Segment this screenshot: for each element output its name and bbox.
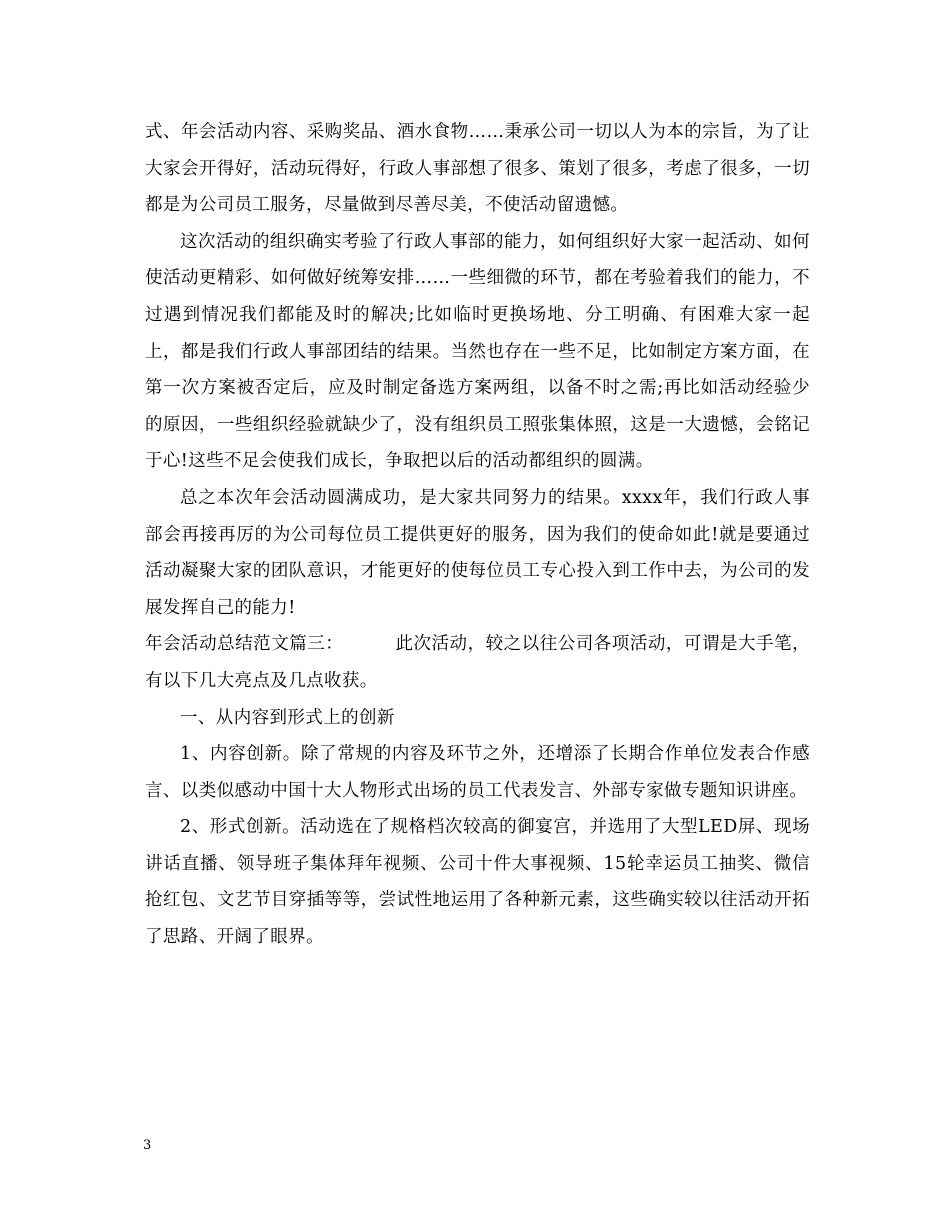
subheading-innovation: 一、从内容到形式上的创新	[180, 707, 395, 728]
paragraph-section-three	[145, 626, 810, 699]
paragraph-organization-review: 这次活动的组织确实考验了行政人事部的能力，如何组织好大家一起活动、如何使活动更精彩、如何做好统筹安排……一些细微的环节，都在考验着我们的能力，不过遇到情况我们都能及时的解决;比如临时更换场地、分工明确、有困难大家一起上，都是我们行政人事部团结的结果。当然也存在一些不足，比如制定方案方面，在第一次方案被否定后，应及时制定备选方案两组，以备不时之需;再比如活动经验少的原因，一些组织经验就缺少了，没有组织员工照张集体照，这是一大遗憾，会铭记于心!这些不足会使我们成长，争取把以后的活动都组织的圆满。	[145, 231, 810, 472]
paragraph-conclusion: 总之本次年会活动圆满成功，是大家共同努力的结果。xxxx年，我们行政人事部会再接再厉的为公司每位员工提供更好的服务，因为我们的使命如此!就是要通过活动凝聚大家的团队意识，才能更好的使每位员工专心投入到工作中去，为公司的发展发挥自己的能力!	[145, 487, 810, 618]
page-number: 3	[143, 1138, 152, 1153]
paragraph-continuation: 式、年会活动内容、采购奖品、酒水食物……秉承公司一切以人为本的宗旨，为了让大家会开得好，活动玩得好，行政人事部想了很多、策划了很多，考虑了很多，一切都是为公司员工服务，尽量做到尽善尽美，不使活动留遗憾。	[145, 122, 810, 216]
paragraph-form-innovation: 2、形式创新。活动选在了规格档次较高的御宴宫，并选用了大型LED屏、现场讲话直播、领导班子集体拜年视频、公司十件大事视频、15轮幸运员工抽奖、微信抢红包、文艺节目穿插等等，尝试性地运用了各种新元素，这些确实较以往活动开拓了思路、开阔了眼界。	[145, 817, 810, 948]
section-heading: 年会活动总结范文篇三：	[145, 634, 344, 655]
document-body	[145, 114, 810, 956]
section-intro: 此次活动，较之以往公司各项活动，可谓是大手笔，有以下几大亮点及几点收获。	[145, 634, 810, 691]
paragraph-content-innovation: 1、内容创新。除了常规的内容及环节之外，还增添了长期合作单位发表合作感言、以类似感动中国十大人物形式出场的员工代表发言、外部专家做专题知识讲座。	[145, 744, 810, 801]
